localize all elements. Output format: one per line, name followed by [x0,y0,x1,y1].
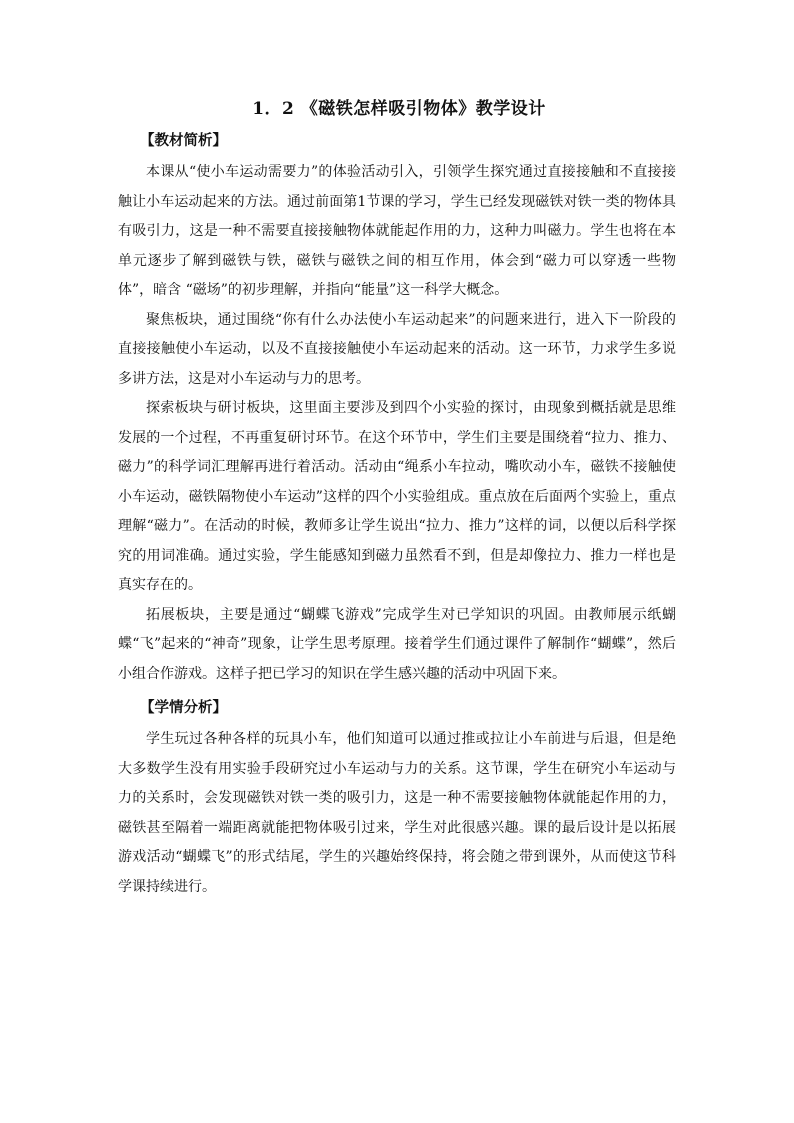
paragraph: 本课从“使小车运动需要力”的体验活动引入，引领学生探究通过直接接触和不直接接触让小车运动起来的方法。通过前面第1节课的学习，学生已经发现磁铁对铁一类的物体具有吸引力，这是一种不需要直接接触物体就能起作用的力，这种力叫磁力。学生也将在本单元逐步了解到磁铁与铁，磁铁与磁铁之间的相互作用，体会到“磁力可以穿透一些物体”，暗含 “磁场”的初步理解，并指向“能量”这一科学大概念。 [118,164,676,298]
paragraph: 探索板块与研讨板块，这里面主要涉及到四个小实验的探讨，由现象到概括就是思维发展的一个过程，不再重复研讨环节。在这个环节中，学生们主要是围绕着“拉力、推力、磁力”的科学词汇理解再进行着活动。活动由“绳系小车拉动，嘴吹动小车，磁铁不接触使小车运动，磁铁隔物使小车运动”这样的四个小实验组成。重点放在后面两个实验上，重点理解“磁力”。在活动的时候，教师多让学生说出“拉力、推力”这样的词，以便以后科学探究的用词准确。通过实验，学生能感知到磁力虽然看不到，但是却像拉力、推力一样也是真实存在的。 [118,400,676,593]
paragraph: 拓展板块，主要是通过“蝴蝶飞游戏”完成学生对已学知识的巩固。由教师展示纸蝴蝶“飞”起来的“神奇”现象，让学生思考原理。接着学生们通过课件了解制作“蝴蝶”，然后小组合作游戏。这样子把已学习的知识在学生感兴趣的活动中巩固下来。 [118,606,676,682]
document-title: 1．2 《磁铁怎样吸引物体》教学设计 [252,99,546,119]
section-heading: 【教材简析】 [140,132,227,149]
section-textbook-analysis [118,128,676,689]
section-heading: 【学情分析】 [140,699,227,716]
section-student-analysis [118,695,676,902]
document-body [118,96,676,902]
paragraph: 学生玩过各种各样的玩具小车，他们知道可以通过推或拉让小车前进与后退，但是绝大多数学生没有用实验手段研究过小车运动与力的关系。这节课，学生在研究小车运动与力的关系时，会发现磁铁对铁一类的吸引力，这是一种不需要接触物体就能起作用的力，磁铁甚至隔着一端距离就能把物体吸引过来，学生对此很感兴趣。课的最后设计是以拓展游戏活动“蝴蝶飞”的形式结尾，学生的兴趣始终保持，将会随之带到课外，从而使这节科学课持续进行。 [118,731,676,895]
paragraph: 聚焦板块，通过围绕“你有什么办法使小车运动起来”的问题来进行，进入下一阶段的直接接触使小车运动，以及不直接接触使小车运动起来的活动。这一环节，力求学生多说多讲方法，这是对小车运动与力的思考。 [118,311,676,387]
